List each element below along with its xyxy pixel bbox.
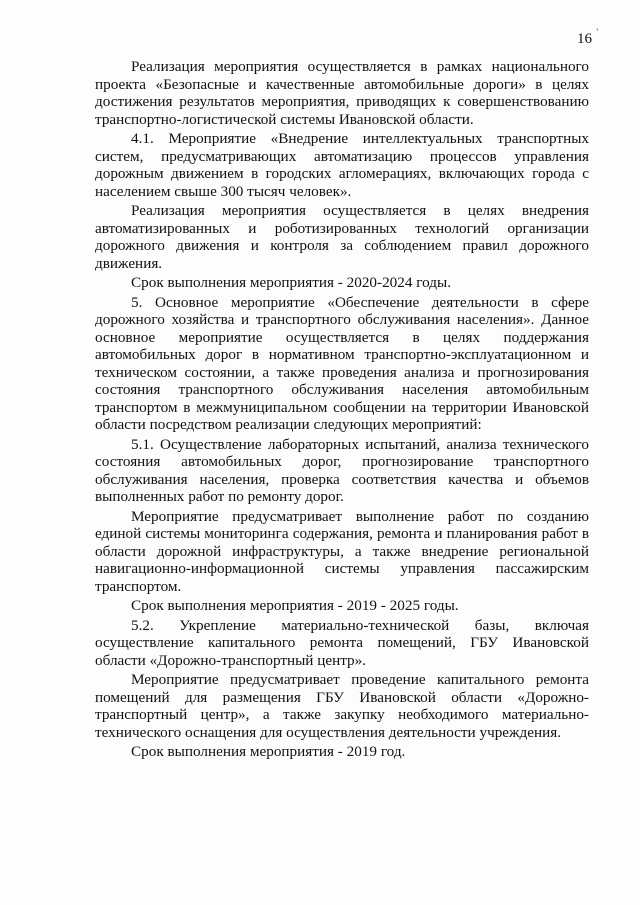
paragraph-implementation-national-project: Реализация мероприятия осуществляется в рамках национального проекта «Безопасные и качественные автомобильные дороги» в целях достижения результатов мероприятия, приводящих к совершенствованию транспортно-логистической системы Ивановской области.	[95, 58, 589, 128]
paragraph-monitoring-system: Мероприятие предусматривает выполнение работ по созданию единой системы мониторинга содержания, ремонта и планирования работ в области дорожной инфраструктуры, а также внедрение региональной навигационно-информационной системы управления пассажирским транспортом.	[95, 507, 589, 595]
document-body	[95, 58, 589, 763]
corner-mark: '	[596, 27, 598, 37]
paragraph-5-main-activity: 5. Основное мероприятие «Обеспечение деятельности в сфере дорожного хозяйства и транспортного обслуживания населения». Данное основное мероприятие осуществляется в целях поддержания автомобильных дорог в нормативном транспортно-эксплуатационном и техническом состоянии, а также проведения анализа и прогнозирования состояния транспортного обслуживания населения автомобильным транспортом в межмуниципальном сообщении на территории Ивановской области посредством реализации следующих мероприятий:	[95, 293, 589, 433]
paragraph-deadline-2020-2024: Срок выполнения мероприятия - 2020-2024 годы.	[131, 274, 451, 291]
paragraph-deadline-2019: Срок выполнения мероприятия - 2019 год.	[131, 743, 406, 760]
page-number: 16	[577, 31, 592, 47]
paragraph-5-2-material-base: 5.2. Укрепление материально-технической базы, включая осуществление капитального ремонта помещений, ГБУ Ивановской области «Дорожно-транспортный центр».	[95, 616, 589, 669]
paragraph-deadline-2019-2025: Срок выполнения мероприятия - 2019 - 2025 годы.	[131, 597, 459, 614]
paragraph-capital-repair: Мероприятие предусматривает проведение капитального ремонта помещений для размещения ГБУ Ивановской области «Дорожно-транспортный центр», а также закупку необходимого материально-технического оснащения для осуществления деятельности учреждения.	[95, 671, 589, 741]
paragraph-implementation-automation: Реализация мероприятия осуществляется в целях внедрения автоматизированных и роботизированных технологий организации дорожного движения и контроля за соблюдением правил дорожного движения.	[95, 202, 589, 272]
paragraph-5-1-laboratory-tests: 5.1. Осуществление лабораторных испытаний, анализа технического состояния автомобильных дорог, прогнозирование транспортного обслуживания населения, проверка соответствия качества и объемов выполненных работ по ремонту дорог.	[95, 435, 589, 505]
paragraph-4-1-intelligent-transport: 4.1. Мероприятие «Внедрение интеллектуальных транспортных систем, предусматривающих автоматизацию процессов управления дорожным движением в городских агломерациях, включающих города с населением свыше 300 тысяч человек».	[95, 130, 589, 200]
